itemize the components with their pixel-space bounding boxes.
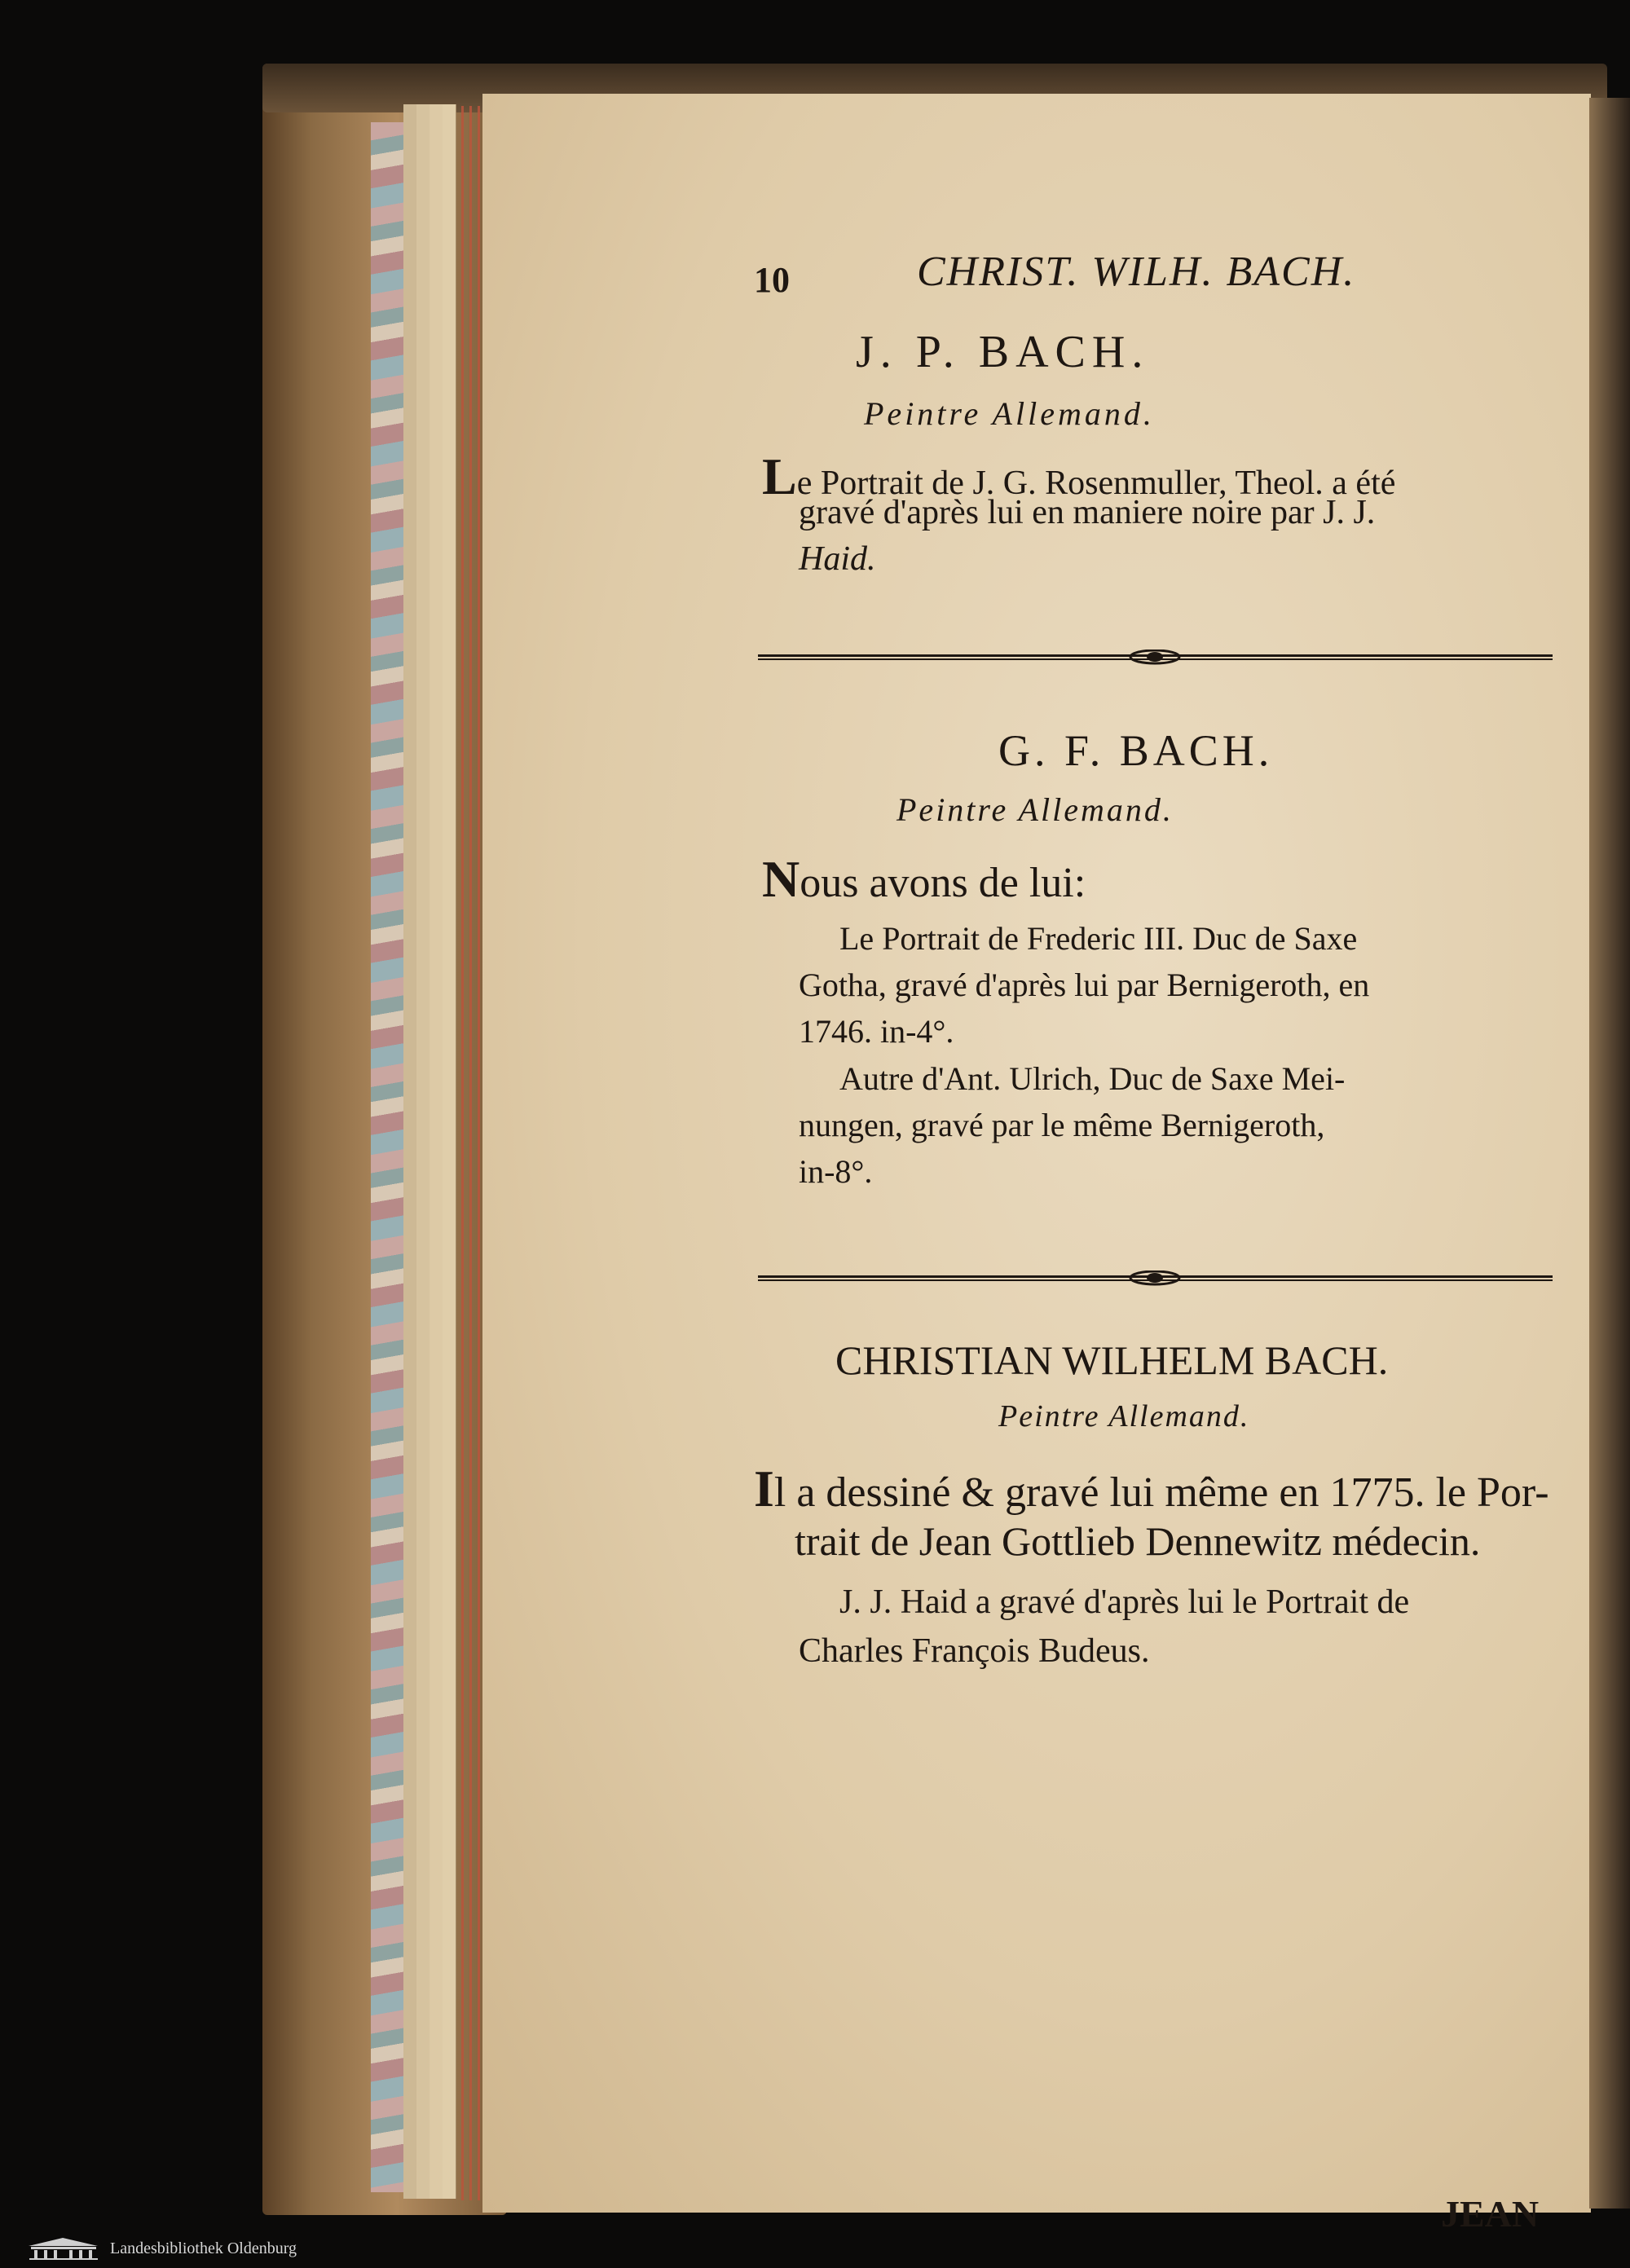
red-page-edge: [461, 106, 464, 2200]
text-line: Gotha, gravé d'après lui par Bernigeroth, en: [799, 967, 1370, 1003]
red-page-edge: [478, 106, 480, 2200]
section-title: J. P. BACH.: [856, 327, 1150, 377]
library-name: Landesbibliothek Oldenburg: [110, 2239, 297, 2257]
section-subtitle: Peintre Allemand.: [998, 1399, 1250, 1433]
ornamental-divider: [758, 1271, 1553, 1287]
text-line: Le Portrait de Frederic III. Duc de Saxe: [839, 920, 1358, 957]
text-line: Autre d'Ant. Ulrich, Duc de Saxe Mei-: [839, 1060, 1346, 1097]
text-line: in-8°.: [799, 1153, 873, 1190]
line-text: e Portrait de J. G. Rosenmuller, Theol. a été: [796, 465, 1396, 502]
text-line: 1746. in-4°.: [799, 1013, 954, 1050]
running-head: CHRIST. WILH. BACH.: [917, 249, 1356, 295]
page-leaf-edge: [430, 104, 443, 2199]
facing-page-shadow: [1589, 98, 1630, 2209]
section-title: CHRISTIAN WILHELM BACH.: [835, 1337, 1389, 1383]
red-page-edge: [469, 106, 472, 2200]
line-text: l a dessiné & gravé lui même en 1775. le Por-: [773, 1469, 1549, 1516]
text-line: Charles François Budeus.: [799, 1632, 1150, 1670]
line-text: ous avons de lui:: [800, 860, 1086, 906]
page-number: 10: [754, 260, 790, 300]
drop-cap: L: [762, 447, 797, 505]
section-subtitle: Peintre Allemand.: [864, 395, 1155, 432]
page-leaf-edge: [416, 104, 430, 2199]
catchword: JEAN: [1441, 2193, 1540, 2235]
section-subtitle: Peintre Allemand.: [896, 791, 1174, 828]
text-line: trait de Jean Gottlieb Dennewitz médecin.: [795, 1518, 1481, 1564]
text-line: J. J. Haid a gravé d'après lui le Portrait de: [839, 1583, 1410, 1621]
library-building-icon: [24, 2236, 102, 2261]
text-line: nungen, gravé par le même Bernigeroth,: [799, 1107, 1325, 1143]
text-line: gravé d'après lui en maniere noire par J. J.: [799, 494, 1376, 531]
drop-cap: N: [762, 850, 800, 908]
drop-cap: I: [754, 1460, 774, 1517]
text-line: [762, 849, 1086, 909]
text-line: Haid.: [799, 540, 876, 578]
section-title: G. F. BACH.: [998, 726, 1274, 775]
text-line: [754, 1459, 1549, 1519]
page-leaf-edge: [403, 104, 417, 2199]
ornamental-divider: [758, 650, 1553, 666]
marbled-endpaper-edge: [371, 122, 403, 2192]
page-leaf-edge: [443, 104, 456, 2199]
